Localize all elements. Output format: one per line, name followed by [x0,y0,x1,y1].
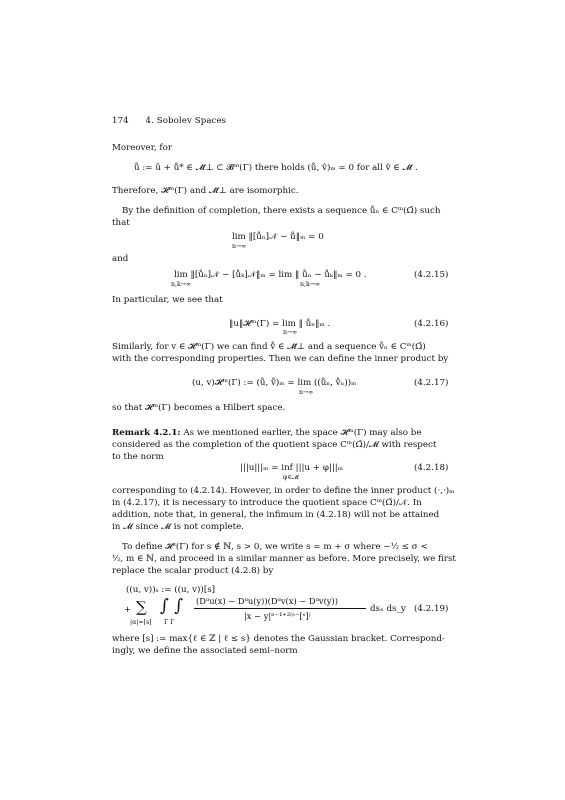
equation-limit: lim ‖[ůₙ]𝒩 − ů‖ₘ = 0 [232,232,324,242]
text-line: addition, note that, in general, the infimum in (4.2.18) will not be attained [112,510,440,520]
remark-text: As we mentioned earlier, the space 𝓗ᵐ(Γ) may also be [180,428,422,438]
running-header [112,116,226,126]
text-line: so that 𝓗ᵐ(Γ) becomes a Hilbert space. [112,403,286,413]
text-line: corresponding to (4.2.14). However, in order to define the inner product (·,·)ₘ [112,486,455,496]
equation-number: (4.2.15) [414,270,449,280]
equation-number: (4.2.18) [414,463,449,473]
equation-number: (4.2.19) [414,604,449,614]
integral-subscript: Γ Γ [164,619,175,626]
text-line: In particular, we see that [112,295,223,305]
remark-label: Remark 4.2.1: [112,428,181,438]
text-line: ingly, we define the associated semi–norm [112,646,298,656]
equation-4-2-17: (u, v)𝓗ᵐ(Γ) := (ů, v̊)ₘ = lim ((ůₙ, v̊ₙ))ₘ [192,378,357,388]
limit-subscript: n,k→∞ [171,281,192,288]
text-line: in 𝓜 since 𝓜 is not complete. [112,522,245,532]
text-line: that [112,218,130,228]
text-line: with the corresponding properties. Then we can define the inner product by [112,354,449,364]
text-line: ½, m ∈ ℕ, and proceed in a similar manner as before. More precisely, we first [112,554,456,564]
text-line: By the definition of completion, there exists a sequence ůₙ ∈ Cᵐ(Ω̄) such [122,206,441,216]
limit-subscript: n→∞ [232,243,247,250]
equation-definition: ů := û + ů* ∈ 𝓜̄⊥ ⊂ 𝓑ᵐ(Γ) there holds (ů, v̂)ₘ = 0 for all v̂ ∈ 𝓜̄ . [134,163,418,173]
text-line: Similarly, for v ∈ 𝓗ᵐ(Γ) we can find v̊ ∈ 𝓜̄⊥ and a sequence v̊ₙ ∈ Cᵐ(Ω̄) [112,342,426,352]
text-line: To define 𝓗ˢ(Γ) for s ∉ ℕ, s > 0, we write s = m + σ where −½ ≤ σ < [122,542,428,552]
equation-number: (4.2.17) [414,378,449,388]
equation-4-2-15: lim ‖[ůₙ]𝒩 − [ůₖ]𝒩‖ₘ = lim ‖ ůₙ − ůₖ‖ₘ = 0 . [174,270,367,280]
limit-subscript: n,k→∞ [300,281,321,288]
chapter-title: 4. Sobolev Spaces [145,116,227,126]
sum-symbol: ∑ [136,598,147,616]
text-line: Moreover, for [112,143,173,153]
equation-4-2-19-line1: ((u, v))ₛ := ((u, v))[s] [126,585,216,595]
fraction-denominator: |x − y|ⁿ⁻¹⁺²⁽ˢ⁻[ˢ]⁾ [244,611,311,621]
plus-sign: + [124,605,132,615]
limit-subscript: n→∞ [283,329,298,336]
infimum-subscript: φ∈𝓜 [283,474,299,481]
text-line: in (4.2.17), it is necessary to introduce the quotient space Cᵐ(Ω̄)/𝒩. In [112,498,422,508]
text-line: to the norm [112,452,164,462]
sum-subscript: |α|=[s] [130,619,152,626]
page-number: 174 [112,116,129,126]
differentials: dsₓ ds_y [370,604,406,614]
remark-paragraph [112,428,422,438]
text-line: considered as the completion of the quotient space Cᵐ(Ω̄)/𝓜 with respect [112,440,437,450]
double-integral: ∫ ∫ [160,596,184,616]
text-line: Therefore, 𝓗ᵐ(Γ) and 𝓜̄⊥ are isomorphic. [112,186,299,196]
text-line: replace the scalar product (4.2.8) by [112,566,274,576]
equation-number: (4.2.16) [414,319,449,329]
equation-4-2-18: |||u|||ₘ = inf |||u + φ|||ₘ [240,463,344,473]
equation-4-2-16: ‖u‖𝓗ᵐ(Γ) = lim ‖ ůₙ‖ₘ . [229,319,331,329]
text-line: where [s] := max{ℓ ∈ ℤ | ℓ ≤ s} denotes the Gaussian bracket. Correspond- [112,634,445,644]
text-line: and [112,254,129,264]
limit-subscript: n→∞ [299,389,314,396]
fraction-bar [194,608,366,609]
fraction-numerator: (Dᵅu(x) − Dᵅu(y))(Dᵅv(x) − Dᵅv(y)) [196,596,338,606]
